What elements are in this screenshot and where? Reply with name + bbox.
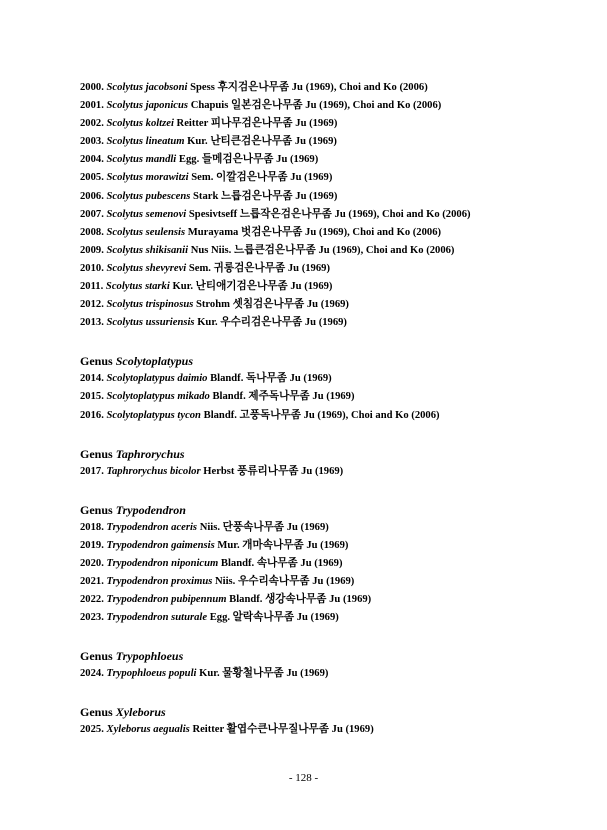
section-trypophloeus: [80, 647, 560, 683]
species-entry: [80, 665, 560, 683]
species-entry: [80, 97, 560, 115]
entry-details: Mur. 개마속나무좀 Ju (1969): [217, 539, 349, 551]
species-name: Taphrorychus bicolor: [106, 465, 201, 477]
species-entry: [80, 169, 560, 187]
entry-number: 2015.: [80, 391, 104, 403]
entry-details: Niis. 단풍속나무좀 Ju (1969): [199, 521, 329, 533]
entry-number: 2006.: [80, 190, 104, 202]
entry-details: Blandf. 생강속나무좀 Ju (1969): [229, 594, 372, 606]
entry-details: Egg. 알락속나무좀 Ju (1969): [209, 612, 339, 624]
species-entry: [80, 278, 560, 296]
species-name: Trypodendron niponicum: [106, 557, 219, 569]
entry-details: Egg. 들메검은나무좀 Ju (1969): [178, 154, 319, 166]
genus-heading: [80, 352, 560, 370]
page-number: - 128 -: [288, 772, 319, 784]
species-entry: [80, 314, 560, 332]
entry-number: 2016.: [80, 409, 104, 421]
species-name: Scolytus shevyrevi: [106, 262, 187, 274]
species-entry: [80, 407, 560, 425]
entry-number: 2003.: [80, 136, 104, 148]
species-entry: [80, 609, 560, 627]
genus-heading: [80, 445, 560, 463]
entry-number: 2012.: [80, 299, 104, 311]
species-name: Trypophloeus populi: [106, 668, 197, 680]
genus-name: Taphrorychus: [115, 446, 185, 461]
species-name: Scolytus mandli: [106, 154, 177, 166]
genus-label: Genus: [80, 705, 113, 720]
species-name: Scolytus japonicus: [106, 100, 189, 112]
species-name: Scolytus koltzei: [106, 118, 174, 130]
species-name: Trypodendron aceris: [106, 521, 198, 533]
entry-details: Spess 후지검은나무좀 Ju (1969), Choi and Ko (2006): [190, 82, 428, 93]
species-name: Scolytus pubescens: [106, 190, 191, 202]
entry-details: Herbst 풍류리나무좀 Ju (1969): [203, 465, 344, 477]
entry-number: 2021.: [80, 575, 104, 587]
entry-number: 2004.: [80, 154, 104, 166]
entry-number: 2000.: [80, 82, 104, 93]
entry-number: 2001.: [80, 100, 104, 112]
entry-number: 2020.: [80, 557, 104, 569]
species-entry: [80, 188, 560, 206]
entry-details: Blandf. 제주독나무좀 Ju (1969): [212, 391, 355, 403]
species-name: Scolytoplatypus daimio: [106, 373, 208, 385]
species-entry: [80, 79, 560, 97]
species-entry: [80, 573, 560, 591]
entry-number: 2009.: [80, 244, 104, 256]
document-page: [80, 79, 560, 739]
species-name: Scolytus seulensis: [106, 226, 186, 238]
entry-number: 2018.: [80, 521, 104, 533]
section-scolytoplatypus: [80, 352, 560, 424]
species-name: Trypodendron gaimensis: [106, 539, 215, 551]
entry-number: 2005.: [80, 172, 104, 184]
species-name: Scolytoplatypus mikado: [106, 391, 210, 403]
entry-number: 2007.: [80, 208, 104, 220]
entry-number: 2019.: [80, 539, 104, 551]
entry-details: Reitter 피나무검은나무좀 Ju (1969): [176, 118, 338, 130]
species-name: Scolytus jacobsoni: [106, 82, 188, 93]
species-name: Scolytus starki: [105, 281, 170, 293]
species-entry: [80, 115, 560, 133]
species-entry: [80, 388, 560, 406]
entry-number: 2010.: [80, 262, 104, 274]
entry-number: 2014.: [80, 373, 104, 385]
species-entry: [80, 296, 560, 314]
entry-number: 2017.: [80, 465, 104, 477]
species-entry: [80, 260, 560, 278]
entry-details: Kur. 난티큰검은나무좀 Ju (1969): [187, 136, 337, 148]
entry-details: Murayama 벗검은나무좀 Ju (1969), Choi and Ko (2006): [187, 226, 442, 238]
species-name: Scolytus lineatum: [106, 136, 185, 148]
species-entry: [80, 591, 560, 609]
species-name: Scolytus semenovi: [106, 208, 187, 220]
species-entry: [80, 370, 560, 388]
section-trypodendron: [80, 501, 560, 628]
species-name: Xyleborus aegualis: [106, 724, 190, 736]
entry-number: 2008.: [80, 226, 104, 238]
genus-heading: [80, 501, 560, 519]
species-entry: [80, 224, 560, 242]
genus-heading: [80, 703, 560, 721]
section-xyleborus: [80, 703, 560, 739]
entry-details: Kur. 우수리검은나무좀 Ju (1969): [197, 317, 347, 329]
species-name: Trypodendron suturale: [106, 612, 208, 624]
species-name: Trypodendron pubipennum: [106, 594, 227, 606]
species-entry: [80, 721, 560, 739]
entry-number: 2011.: [80, 281, 104, 293]
entry-details: Reitter 활엽수큰나무질나무좀 Ju (1969): [192, 724, 374, 736]
genus-name: Xyleborus: [115, 705, 166, 720]
species-name: Scolytus ussuriensis: [106, 317, 195, 329]
entry-number: 2002.: [80, 118, 104, 130]
species-name: Trypodendron proximus: [106, 575, 213, 587]
species-entry: [80, 463, 560, 481]
genus-heading: [80, 647, 560, 665]
genus-name: Trypodendron: [115, 502, 186, 517]
species-name: Scolytus morawitzi: [106, 172, 189, 184]
genus-name: Scolytoplatypus: [115, 354, 194, 369]
entry-details: Strohm 셋침검은나무좀 Ju (1969): [196, 299, 349, 311]
species-name: Scolytoplatypus tycon: [106, 409, 201, 421]
entry-details: Blandf. 독나무좀 Ju (1969): [210, 373, 332, 385]
entry-details: Niis. 우수리속나무좀 Ju (1969): [215, 575, 355, 587]
species-name: Scolytus trispinosus: [106, 299, 194, 311]
species-entry: [80, 151, 560, 169]
entry-details: Kur. 난티애기검은나무좀 Ju (1969): [172, 281, 333, 293]
entry-details: Nus Niis. 느릅큰검은나무좀 Ju (1969), Choi and Ko (2006): [190, 244, 455, 256]
entry-number: 2013.: [80, 317, 104, 329]
entry-details: Kur. 물황철나무좀 Ju (1969): [199, 668, 329, 680]
species-entry: [80, 519, 560, 537]
entry-number: 2025.: [80, 724, 104, 736]
section-taphrorychus: [80, 445, 560, 481]
entry-details: Stark 느릅검은나무좀 Ju (1969): [193, 190, 338, 202]
genus-name: Trypophloeus: [115, 649, 184, 664]
species-entry: [80, 555, 560, 573]
entry-details: Chapuis 일본검은나무좀 Ju (1969), Choi and Ko (2006): [190, 100, 442, 112]
entry-details: Sem. 이깔검은나무좀 Ju (1969): [191, 172, 333, 184]
species-entry: [80, 206, 560, 224]
species-name: Scolytus shikisanii: [106, 244, 189, 256]
entry-details: Spesivtseff 느릅작은검은나무좀 Ju (1969), Choi and Ko (2006): [188, 208, 471, 220]
entry-details: Sem. 귀롱검은나무좀 Ju (1969): [188, 262, 330, 274]
species-entry: [80, 537, 560, 555]
genus-label: Genus: [80, 649, 113, 664]
species-entry: [80, 242, 560, 260]
entry-number: 2022.: [80, 594, 104, 606]
entry-details: Blandf. 고풍독나무좀 Ju (1969), Choi and Ko (2006): [203, 409, 440, 421]
species-entry: [80, 133, 560, 151]
entry-number: 2024.: [80, 668, 104, 680]
section-scolytus: [80, 79, 560, 332]
genus-label: Genus: [80, 446, 113, 461]
genus-label: Genus: [80, 502, 113, 517]
entry-details: Blandf. 속나무좀 Ju (1969): [220, 557, 343, 569]
genus-label: Genus: [80, 354, 113, 369]
entry-number: 2023.: [80, 612, 104, 624]
